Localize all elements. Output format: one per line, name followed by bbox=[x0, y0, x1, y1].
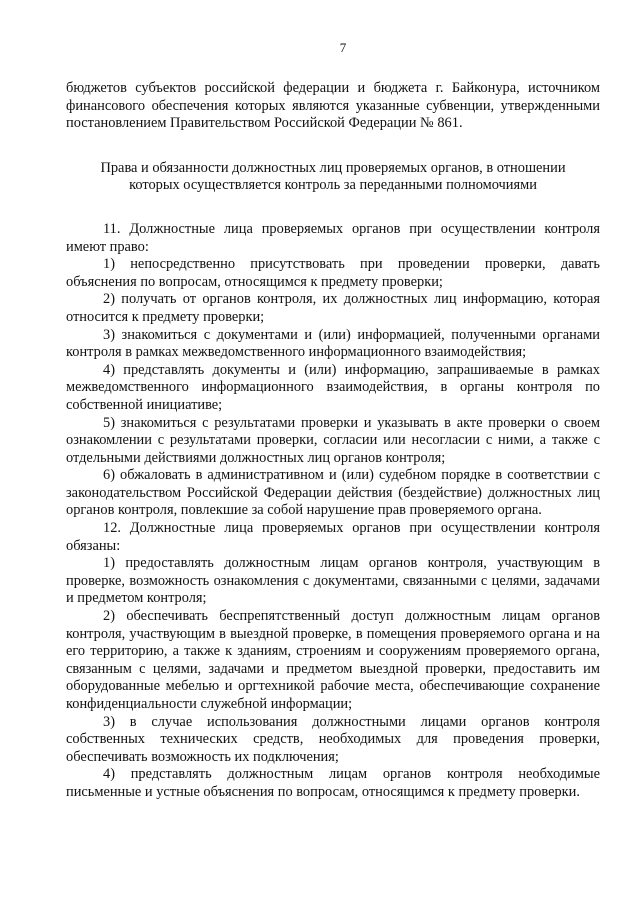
section-heading-line-1: Права и обязанности должностных лиц проверяемых органов, в отношении bbox=[100, 159, 566, 176]
intro-paragraph: бюджетов субъектов российской федерации и бюджета г. Байконура, источником финансового обеспечения которых являются указанные субвенции, утвержденными постановлением Правительством Российской Федерации № 861. bbox=[66, 80, 600, 132]
paragraph-11-item-6: 6) обжаловать в административном и (или) судебном порядке в соответствии с законодательством Российской Федерации действия (бездействие) должностных лиц органов контроля, повлекшие за собой нарушение прав проверяемого органа. bbox=[66, 467, 600, 519]
paragraph-11-item-4: 4) представлять документы и (или) информацию, запрашиваемые в рамках межведомственного информационного взаимодействия, в органы контроля по собственной инициативе; bbox=[66, 361, 600, 413]
page-number: 7 bbox=[339, 40, 347, 55]
paragraph-11-item-1: 1) непосредственно присутствовать при проведении проверки, давать объяснения по вопросам, относящимся к предмету проверки; bbox=[66, 256, 600, 290]
paragraph-11: 11. Должностные лица проверяемых органов при осуществлении контроля имеют право: bbox=[66, 220, 600, 255]
paragraph-12-item-4: 4) представлять должностным лицам органов контроля необходимые письменные и устные объяснения по вопросам, относящимся к предмету проверки. bbox=[66, 766, 600, 800]
paragraph-11-item-3: 3) знакомиться с документами и (или) информацией, полученными органами контроля в рамках межведомственного информационного взаимодействия; bbox=[66, 326, 600, 361]
paragraph-12-item-2: 2) обеспечивать беспрепятственный доступ должностным лицам органов контроля, участвующим в выездной проверке, в помещения проверяемого органа и на его территорию, а также к зданиям, строениям и сооружениям проверяемого органа, связанным с целями, задачами и предметом выездной проверки, предоставить им оборудованные мебелью и оргтехникой рабочие места, обеспечивающие сохранение конфиденциальности служебной информации; bbox=[66, 608, 600, 712]
paragraph-11-item-2: 2) получать от органов контроля, их должностных лиц информацию, которая относится к предмету проверки; bbox=[66, 291, 600, 325]
paragraph-12-item-3: 3) в случае использования должностными лицами органов контроля собственных технических средств, необходимых для проведения проверки, обеспечивать возможность их подключения; bbox=[66, 713, 600, 765]
section-heading-line-2: которых осуществляется контроль за переданными полномочиями bbox=[129, 177, 537, 194]
paragraph-12-item-1: 1) предоставлять должностным лицам органов контроля, участвующим в проверке, возможность ознакомления с документами, связанными с целями, задачами и предметом контроля; bbox=[66, 555, 600, 607]
paragraph-11-item-5: 5) знакомиться с результатами проверки и указывать в акте проверки о своем ознакомлении с результатами проверки, согласии или несогласии с ними, а также с отдельными действиями должностных лиц органов контроля; bbox=[66, 414, 600, 466]
paragraph-12: 12. Должностные лица проверяемых органов при осуществлении контроля обязаны: bbox=[66, 520, 600, 554]
section-heading bbox=[66, 160, 600, 195]
